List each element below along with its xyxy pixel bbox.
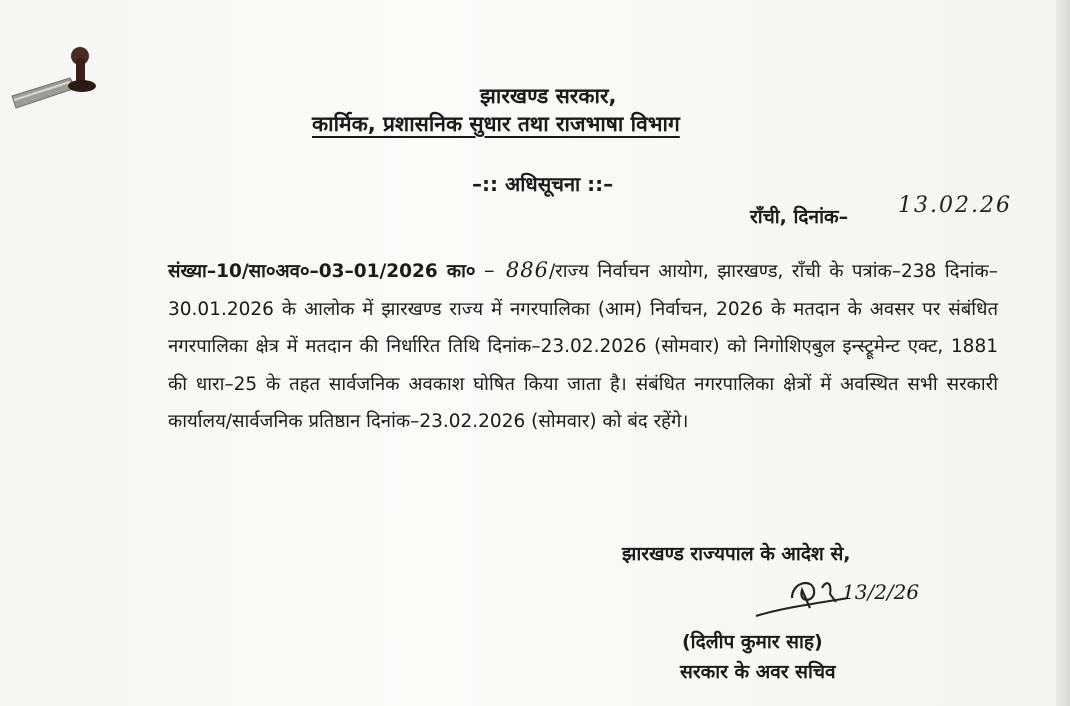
notice-title: –:: अधिसूचना ::– xyxy=(472,172,614,196)
governor-order-line: झारखण्ड राज्यपाल के आदेश से, xyxy=(622,543,851,565)
reference-number: संख्या–10/सा०अव०–03–01/2026 का० xyxy=(168,261,476,282)
ministry-heading: कार्मिक, प्रशासनिक सुधार तथा राजभाषा विभाग xyxy=(312,112,680,136)
notice-body xyxy=(168,252,998,441)
officer-title: सरकार के अवर सचिव xyxy=(680,661,836,683)
notice-body-text: /राज्य निर्वाचन आयोग, झारखण्ड, राँची के पत्रांक–238 दिनांक–30.01.2026 के आलोक में झारखण्ड राज्य में नगरपालिका (आम) निर्वाचन, 2026 के मतदान के अवसर पर संबंधित नगरपालिका क्षेत्र में मतदान की निर्धारित तिथि दिनांक–23.02.2026 (सोमवार) को निगोशिएबुल इन्स्ट्रूमेन्ट एक्ट, 1881 की धारा–25 के तहत सार्वजनिक अवकाश घोषित किया जाता है। संबंधित नगरपालिका क्षेत्रों में अवस्थित सभी सरकारी कार्यालय/सार्वजनिक प्रतिष्ठान दिनांक–23.02.2026 (सोमवार) को बंद रहेंगे। xyxy=(168,261,998,432)
handwritten-dispatch-number: – 886 xyxy=(484,258,549,282)
handwritten-date: 13.02.26 xyxy=(898,193,1012,218)
signature-date: 13/2/26 xyxy=(842,580,920,604)
department-heading: झारखण्ड सरकार, xyxy=(480,84,617,108)
officer-name: (दिलीप कुमार साह) xyxy=(682,631,823,653)
push-pin-icon xyxy=(10,44,110,114)
place-date-label: राँची, दिनांक– xyxy=(750,206,849,228)
paper-edge xyxy=(1056,0,1070,706)
